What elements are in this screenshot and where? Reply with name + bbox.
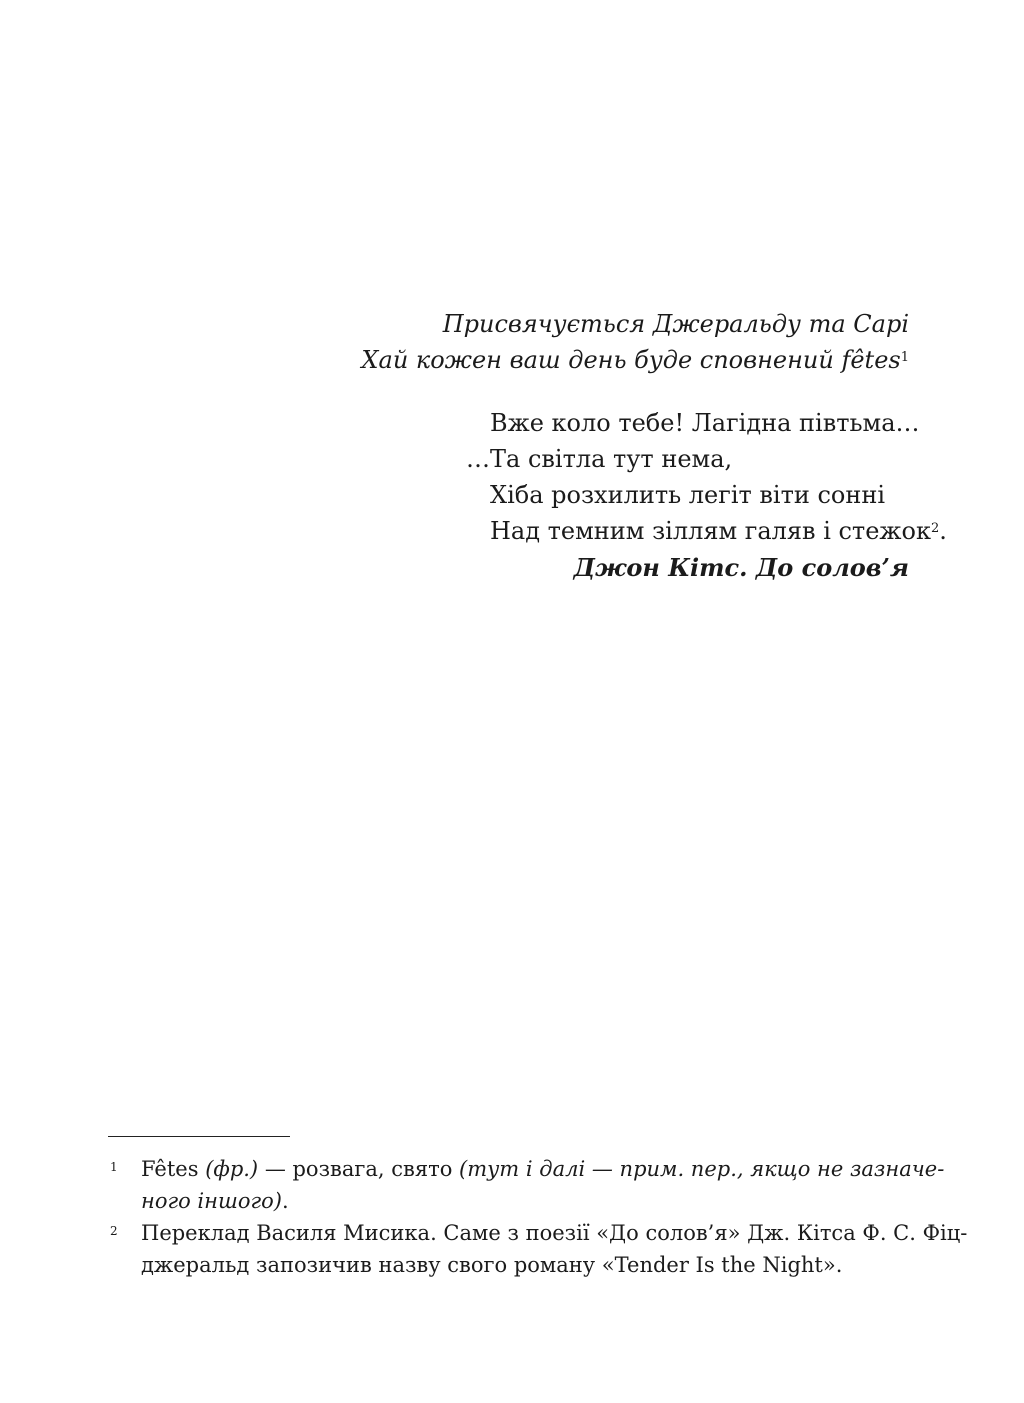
dedication-line-2 <box>349 342 909 378</box>
footnote-1-row-1 <box>141 1153 945 1185</box>
poem-line-4-end: . <box>939 517 947 545</box>
footnote-2-row-1: Переклад Василя Мисика. Саме з поезії «До солов’я» Дж. Кітса Ф. С. Фіц- <box>141 1221 968 1245</box>
footnote-1-end: . <box>281 1189 289 1213</box>
footnote-number: 2 <box>110 1224 118 1238</box>
dedication <box>349 306 909 378</box>
footnote-2 <box>108 1217 968 1281</box>
footnote-1-note: (тут і далі — прим. пер., якщо не зазначе- <box>459 1157 945 1181</box>
footnote-ref-2: 2 <box>930 521 940 536</box>
footnote-1-row-2 <box>141 1185 908 1217</box>
footnote-1-word: Fêtes <box>141 1157 199 1181</box>
footnote-1-lang: (фр.) <box>205 1157 259 1181</box>
footnote-ref-1: 1 <box>900 350 909 365</box>
dedication-line-1: Присвячується Джеральду та Сарі <box>442 310 909 338</box>
epigraph-attribution: Джон Кітс. До солов’я <box>573 553 909 582</box>
footnote-1 <box>108 1153 945 1217</box>
footnote-number: 1 <box>110 1160 118 1174</box>
footnote-2-row-2: джеральд запозичив назву свого роману «Tender Is the Night». <box>141 1253 843 1277</box>
poem-line-2: …Та світла тут нема, <box>466 445 733 473</box>
footnotes <box>108 1153 968 1281</box>
footnote-1-text: — розвага, свято <box>258 1157 460 1181</box>
poem-line-4 <box>490 513 947 549</box>
poem-line-1: Вже коло тебе! Лагідна півтьма… <box>490 409 920 437</box>
dedication-line-2-text: Хай кожен ваш день буде сповнений fêtes <box>361 346 901 374</box>
footnote-divider <box>108 1136 290 1137</box>
poem-line-3: Хіба розхилить легіт віти сонні <box>490 481 886 509</box>
epigraph-poem <box>466 405 947 549</box>
poem-line-4-text: Над темним зіллям галяв і стежок <box>490 517 931 545</box>
footnote-1-note-cont: ного іншого) <box>141 1189 282 1213</box>
